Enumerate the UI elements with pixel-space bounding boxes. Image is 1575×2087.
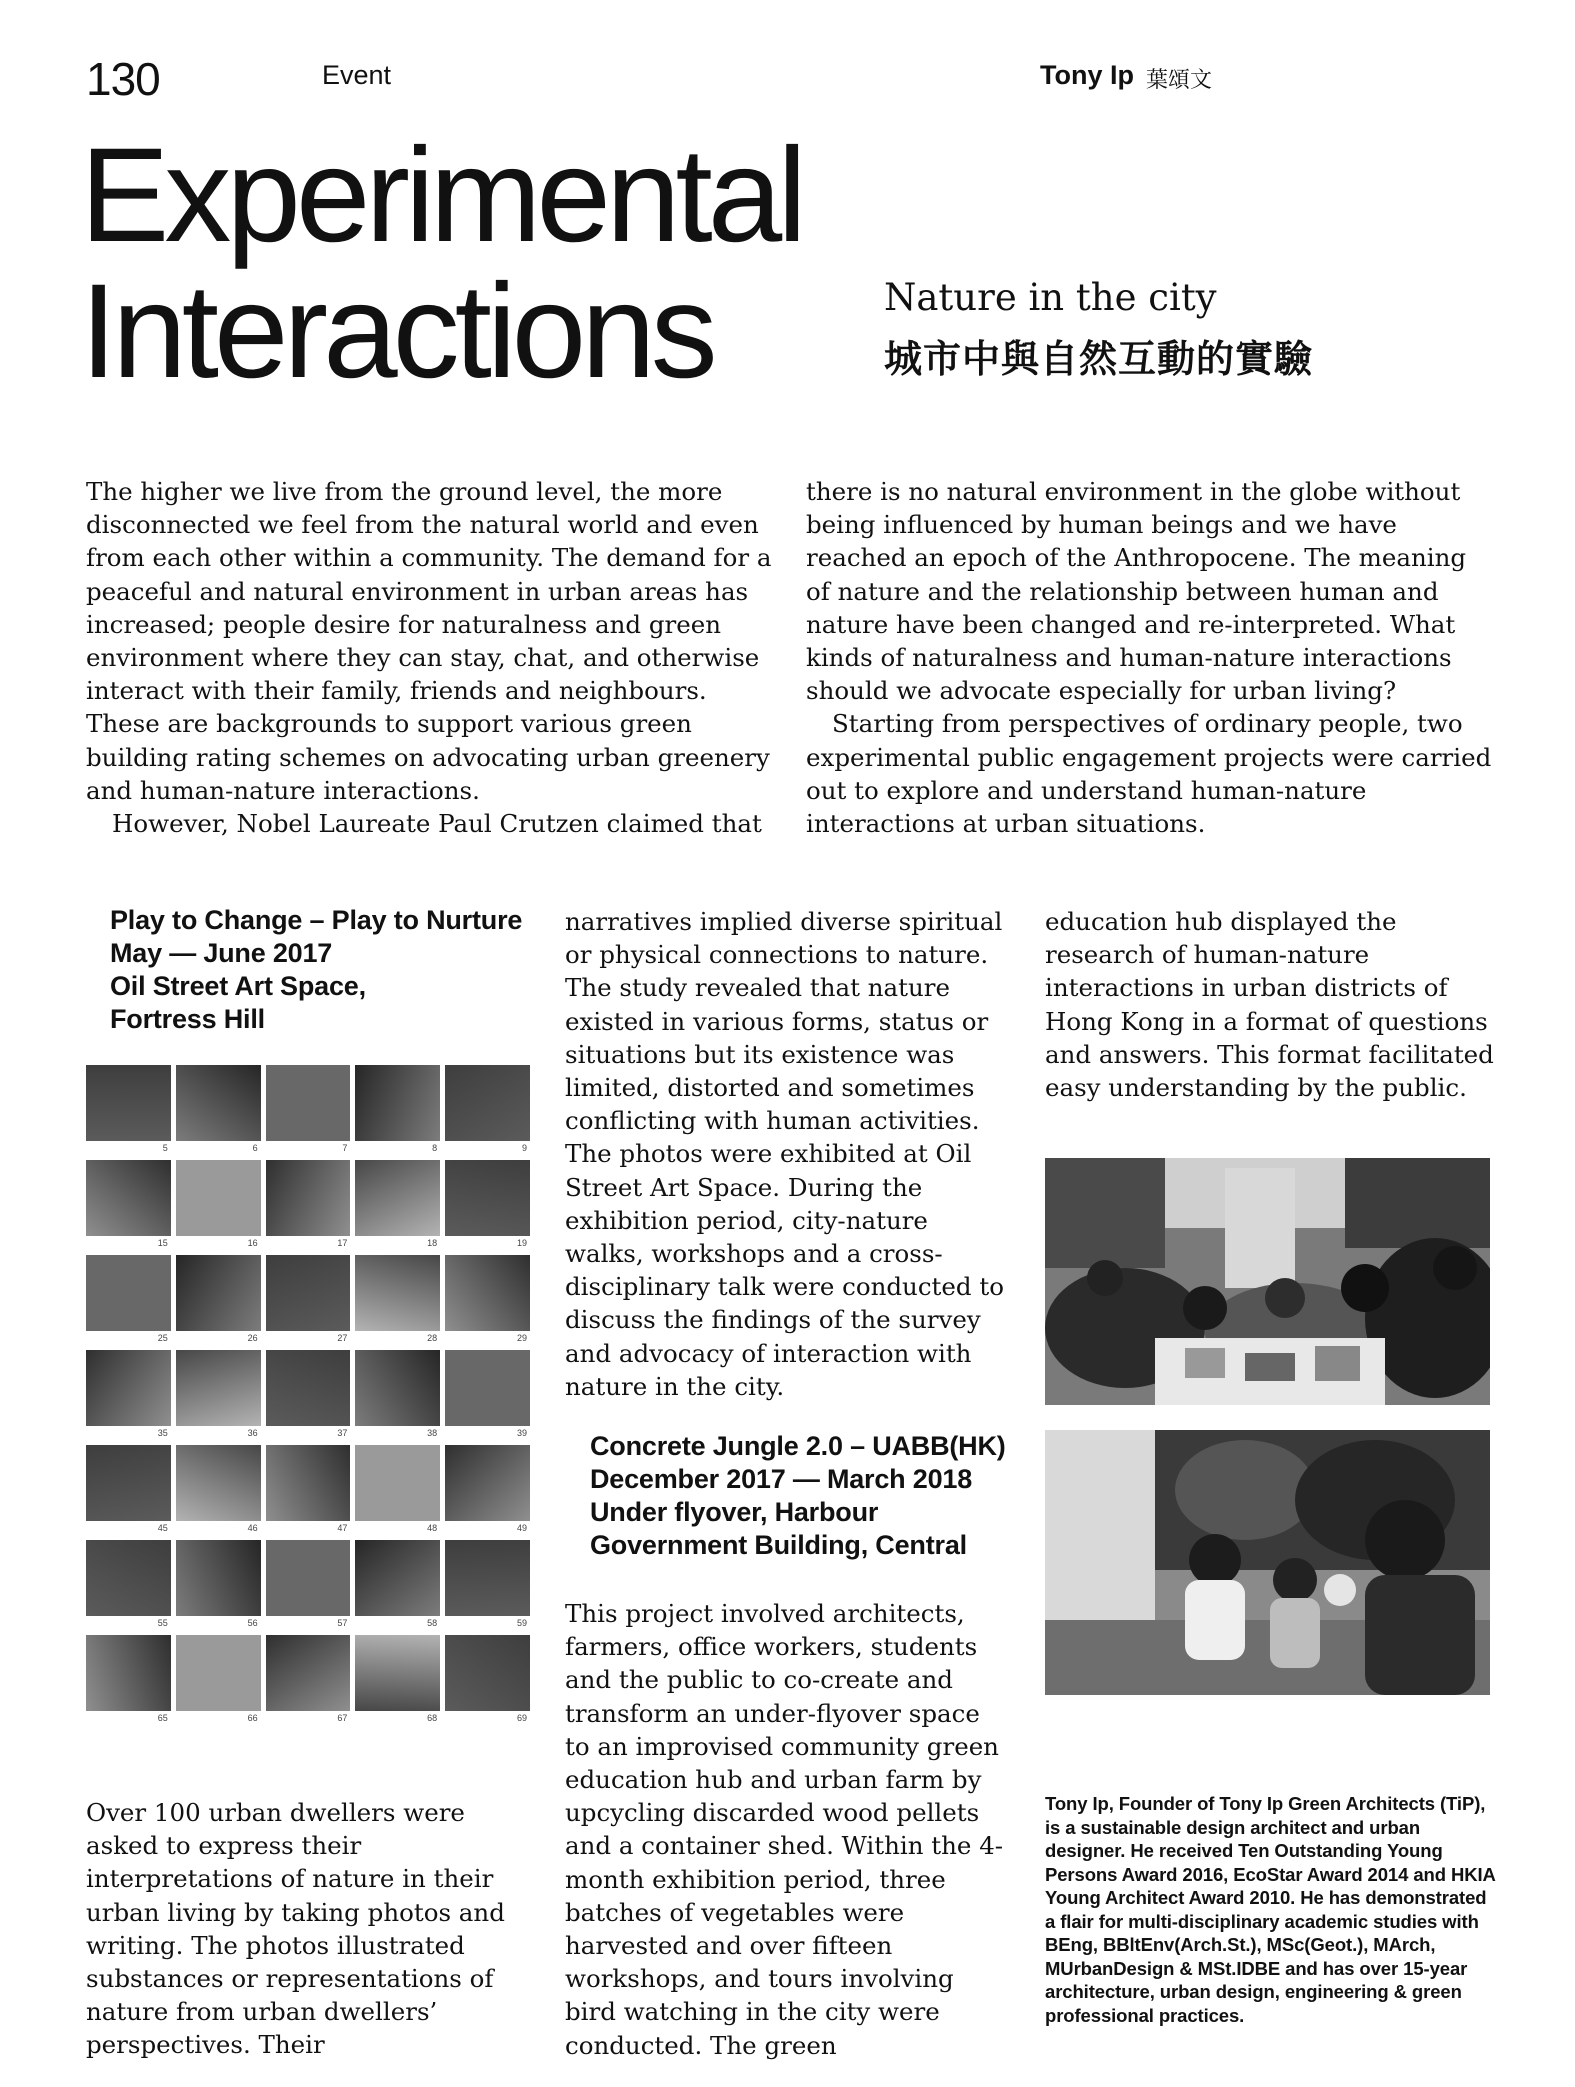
author-name-chinese: 葉頌文 <box>1146 67 1213 92</box>
photo-grid-image <box>355 1255 440 1331</box>
photo-grid-cell <box>266 1635 351 1725</box>
photo-grid-number: 57 <box>337 1618 348 1628</box>
photo-grid-number: 29 <box>516 1333 527 1343</box>
title-line-1: Experimental <box>80 121 803 270</box>
photo-grid-number: 65 <box>157 1713 168 1723</box>
photo-grid-image <box>266 1350 351 1426</box>
photo-grid-cell <box>86 1065 171 1155</box>
intro-paragraph-4: Starting from perspectives of ordinary people, two experimental public engagement projects were carried out to explore and understand human-nature interactions at urban situations. <box>806 709 1492 839</box>
photo-grid-cell <box>86 1160 171 1250</box>
photo-grid-number: 69 <box>516 1713 527 1723</box>
event-2-heading <box>590 1430 1040 1562</box>
title-line-2: Interactions <box>80 257 713 406</box>
photo-grid-cell <box>176 1445 261 1535</box>
photo-grid-cell <box>355 1160 440 1250</box>
subtitle-chinese: 城市中與自然互動的實驗 <box>884 339 1314 381</box>
photo-grid-image <box>86 1540 171 1616</box>
workshop-photo-image <box>1045 1158 1490 1405</box>
photo-grid-cell <box>176 1255 261 1345</box>
photo-grid-number: 59 <box>516 1618 527 1628</box>
photo-grid-cell <box>445 1445 530 1535</box>
photo-grid-cell <box>266 1350 351 1440</box>
event-1-paragraph-1: Over 100 urban dwellers were asked to express their interpretations of nature in their urban living by taking photos and writing. The photos illustrated substances or representations of nature from urban dwellers’ perspectives. Their <box>86 1798 505 2060</box>
photo-grid-number: 39 <box>516 1428 527 1438</box>
intro-column-left <box>86 475 786 840</box>
photo-grid-cell <box>355 1350 440 1440</box>
photo-grid-cell <box>176 1160 261 1250</box>
photo-grid-number: 18 <box>427 1238 438 1248</box>
photo-grid-image <box>266 1065 351 1141</box>
photo-grid-number: 35 <box>157 1428 168 1438</box>
event-2-paragraph-2: education hub displayed the research of human-nature interactions in urban districts of Hong Kong in a format of questions and answers. This format facilitated easy understanding by the public. <box>1045 907 1494 1103</box>
photo-grid-image <box>86 1160 171 1236</box>
photo-grid-image <box>86 1255 171 1331</box>
event-1-title: Play to Change – Play to Nurture <box>110 905 523 935</box>
photo-grid <box>86 1065 530 1725</box>
photo-grid-number: 56 <box>247 1618 258 1628</box>
event-2-venue: Under flyover, Harbour <box>590 1497 879 1527</box>
photo-grid-number: 36 <box>247 1428 258 1438</box>
photo-grid-image <box>176 1635 261 1711</box>
event-2-date: December 2017 — March 2018 <box>590 1464 973 1494</box>
photo-grid-number: 6 <box>252 1143 258 1153</box>
photo-grid-cell <box>445 1255 530 1345</box>
photo-grid-cell <box>86 1350 171 1440</box>
event-2-body-right <box>1045 905 1500 1104</box>
event-2-location: Government Building, Central <box>590 1530 967 1560</box>
photo-grid-number: 66 <box>247 1713 258 1723</box>
photo-grid-number: 27 <box>337 1333 348 1343</box>
photo-grid-cell <box>176 1540 261 1630</box>
photo-grid-number: 37 <box>337 1428 348 1438</box>
photo-grid-image <box>86 1065 171 1141</box>
photo-grid-cell <box>176 1350 261 1440</box>
photo-grid-image <box>355 1350 440 1426</box>
photo-grid-number: 47 <box>337 1523 348 1533</box>
page-title <box>80 121 803 406</box>
photo-grid-image <box>355 1540 440 1616</box>
photo-grid-image <box>445 1065 530 1141</box>
photo-grid-number: 58 <box>427 1618 438 1628</box>
event-1-heading <box>110 904 550 1036</box>
photo-grid-image <box>445 1445 530 1521</box>
event-1-venue: Oil Street Art Space, <box>110 971 366 1001</box>
photo-grid-image <box>445 1635 530 1711</box>
photo-grid-image <box>355 1160 440 1236</box>
photo-grid-cell <box>86 1255 171 1345</box>
workshop-photo <box>1045 1158 1490 1405</box>
photo-grid-image <box>355 1065 440 1141</box>
event-1-date: May — June 2017 <box>110 938 333 968</box>
page-number: 130 <box>86 53 160 105</box>
photo-grid-cell <box>445 1350 530 1440</box>
photo-grid-number: 5 <box>162 1143 168 1153</box>
children-photo <box>1045 1430 1490 1695</box>
photo-grid-cell <box>176 1635 261 1725</box>
photo-grid-image <box>86 1350 171 1426</box>
photo-grid-image <box>355 1445 440 1521</box>
photo-grid-cell <box>355 1635 440 1725</box>
photo-grid-number: 67 <box>337 1713 348 1723</box>
photo-grid-image <box>445 1160 530 1236</box>
photo-grid-cell <box>355 1540 440 1630</box>
photo-grid-image <box>176 1540 261 1616</box>
photo-grid-number: 46 <box>247 1523 258 1533</box>
photo-grid-number: 68 <box>427 1713 438 1723</box>
photo-grid-number: 49 <box>516 1523 527 1533</box>
photo-grid-number: 55 <box>157 1618 168 1628</box>
photo-grid-image <box>176 1350 261 1426</box>
photo-grid-cell <box>445 1540 530 1630</box>
photo-grid-number: 38 <box>427 1428 438 1438</box>
photo-grid-number: 45 <box>157 1523 168 1533</box>
photo-grid-cell <box>266 1255 351 1345</box>
section-label: Event <box>322 60 392 90</box>
photo-grid-cell <box>86 1445 171 1535</box>
intro-column-right <box>806 475 1496 840</box>
photo-grid-cell <box>266 1160 351 1250</box>
photo-grid-number: 25 <box>157 1333 168 1343</box>
author-name: Tony Ip <box>1040 60 1134 90</box>
photo-grid-image <box>176 1160 261 1236</box>
author-bio: Tony Ip, Founder of Tony Ip Green Architects (TiP), is a sustainable design architect and urban designer. He received Ten Outstanding Young Persons Award 2016, EcoStar Award 2014 and HKIA Young Architect Award 2010. He has demonstrated a flair for multi-disciplinary academic studies with BEng, BBltEnv(Arch.St.), MSc(Geot.), MArch, MUrbanDesign & MSt.IDBE and has over 15-year architecture, urban design, engineering & green professional practices. <box>1045 1793 1496 2026</box>
photo-grid-image <box>266 1160 351 1236</box>
photo-grid-cell <box>266 1445 351 1535</box>
photo-grid-image <box>176 1255 261 1331</box>
photo-grid-cell <box>86 1540 171 1630</box>
photo-grid-cell <box>266 1065 351 1155</box>
photo-grid-number: 48 <box>427 1523 438 1533</box>
photo-grid-number: 7 <box>342 1143 348 1153</box>
photo-grid-cell <box>266 1540 351 1630</box>
photo-grid-cell <box>355 1445 440 1535</box>
photo-grid-image <box>266 1635 351 1711</box>
photo-grid-image <box>266 1255 351 1331</box>
photo-grid-number: 19 <box>516 1238 527 1248</box>
photo-grid-image <box>176 1445 261 1521</box>
photo-grid-number: 28 <box>427 1333 438 1343</box>
photo-grid-number: 26 <box>247 1333 258 1343</box>
event-1-location: Fortress Hill <box>110 1004 265 1034</box>
photo-grid-image <box>86 1445 171 1521</box>
photo-grid-image <box>445 1350 530 1426</box>
photo-grid-image <box>266 1540 351 1616</box>
photo-grid-cell <box>176 1065 261 1155</box>
children-photo-image <box>1045 1430 1490 1695</box>
photo-grid-image <box>176 1065 261 1141</box>
photo-grid-number: 16 <box>247 1238 258 1248</box>
photo-grid-number: 9 <box>521 1143 527 1153</box>
photo-grid-image <box>445 1255 530 1331</box>
event-2-title: Concrete Jungle 2.0 – UABB(HK) <box>590 1431 1006 1461</box>
event-1-body-middle <box>565 905 1005 1403</box>
intro-paragraph-1: The higher we live from the ground level, the more disconnected we feel from the natural world and even from each other within a community. The demand for a peaceful and natural environment in urban areas has increased; people desire for naturalness and green environment where they can stay, chat, and otherwise interact with their family, friends and neighbours. These are backgrounds to support various green building rating schemes on advocating urban greenery and human-nature interactions. <box>86 477 772 805</box>
photo-grid-cell <box>445 1160 530 1250</box>
subtitle-english: Nature in the city <box>884 276 1217 319</box>
event-2-paragraph-1: This project involved architects, farmers, office workers, students and the public to co-create and transform an under-flyover space to an improvised community green education hub and urban farm by upcycling discarded wood pellets and a container shed. Within the 4-month exhibition period, three batches of vegetables were harvested and over fifteen workshops, and tours involving bird watching in the city were conducted. The green <box>565 1599 1004 2060</box>
photo-grid-image <box>355 1635 440 1711</box>
photo-grid-cell <box>355 1065 440 1155</box>
event-2-body-middle <box>565 1597 1005 2062</box>
photo-grid-number: 8 <box>432 1143 438 1153</box>
photo-grid-image <box>445 1540 530 1616</box>
event-1-paragraph-2: narratives implied diverse spiritual or physical connections to nature. The study revealed that nature existed in various forms, status or situations but its existence was limited, distorted and sometimes conflicting with human activities. The photos were exhibited at Oil Street Art Space. During the exhibition period, city-nature walks, workshops and a cross-disciplinary talk were conducted to discuss the findings of the survey and advocacy of interaction with nature in the city. <box>565 907 1004 1401</box>
photo-grid-cell <box>355 1255 440 1345</box>
photo-grid-number: 17 <box>337 1238 348 1248</box>
event-1-body-left <box>86 1796 526 2062</box>
photo-grid-cell <box>86 1635 171 1725</box>
photo-grid-image <box>86 1635 171 1711</box>
photo-grid-cell <box>445 1635 530 1725</box>
photo-grid-image <box>266 1445 351 1521</box>
photo-grid-cell <box>445 1065 530 1155</box>
intro-paragraph-2: However, Nobel Laureate Paul Crutzen claimed that <box>112 809 762 839</box>
intro-paragraph-3: there is no natural environment in the globe without being influenced by human beings and we have reached an epoch of the Anthropocene. The meaning of nature and the relationship between human and nature have been changed and re-interpreted. What kinds of naturalness and human-nature interactions should we advocate especially for urban living? <box>806 477 1467 706</box>
photo-grid-number: 15 <box>157 1238 168 1248</box>
